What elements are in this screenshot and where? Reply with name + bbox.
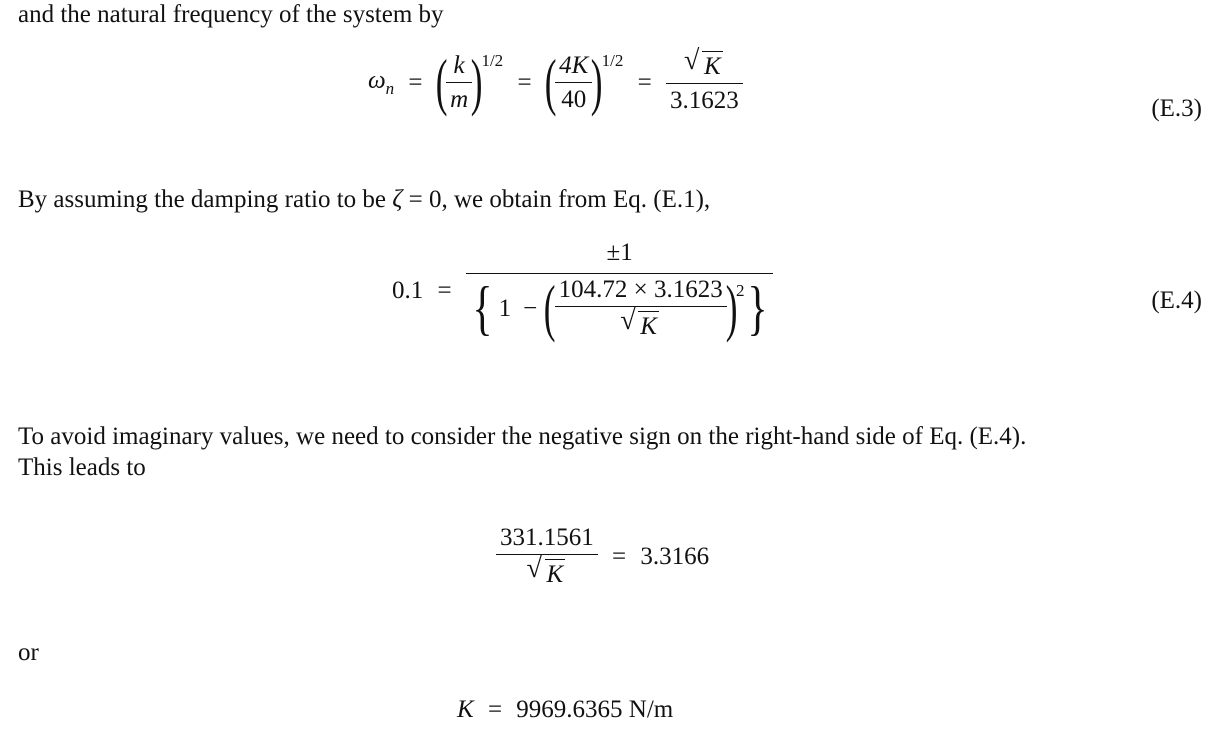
zeta-symbol: ζ bbox=[392, 186, 403, 213]
lhs-value: 0.1 bbox=[392, 276, 424, 304]
sqrtk-over-31623-fraction: √ $\frac{K}{3.1623}$ bbox=[666, 51, 743, 113]
exponent-half: 1/2 bbox=[481, 50, 504, 70]
4k-over-40-fraction: $\frac{4K}{40}$ bbox=[555, 53, 592, 112]
text-line-1 bbox=[18, 2, 444, 27]
equation-e4: 0.1 = ±1 { 1 − ( 104.72 × 3.1623 √ K )$^2$} bbox=[392, 240, 773, 340]
text-line-4: This leads to bbox=[18, 454, 146, 481]
text-line-5: or bbox=[18, 639, 39, 666]
result-rhs: 3.3166 bbox=[640, 542, 710, 570]
equation-e3: $\omega_n$ = ( $\frac{k}{m}$ )$^{1/2}$ = ( $\frac{4K}{40}$ )$^{1/2}$ = √ $\frac{K}{3.1623}$ bbox=[368, 50, 743, 160]
equation-result: 331.1561 √ K = 3.3166 bbox=[496, 525, 709, 587]
final-variable: K bbox=[457, 696, 474, 723]
final-value: 9969.6365 N/m bbox=[516, 696, 674, 723]
intro-text: and the natural frequency of the system by bbox=[18, 1, 444, 28]
k-over-m-fraction: $\frac{k}{m}$ bbox=[446, 53, 472, 112]
main-fraction: ±1 { 1 − ( 104.72 × 3.1623 √ K )$^2$} bbox=[466, 240, 773, 340]
equation-label-e4: (E.4) bbox=[1151, 287, 1202, 314]
inner-fraction: 104.72 × 3.1623 √ K bbox=[555, 277, 727, 339]
text-line-3: To avoid imaginary values, we need to consider the negative sign on the right-hand side of Eq. (E.4). bbox=[18, 423, 1027, 450]
text-line-2: By assuming the damping ratio to be ζ = 0, we obtain from Eq. (E.1), bbox=[18, 186, 711, 213]
exponent-half-2: 1/2 bbox=[601, 50, 624, 70]
omega-symbol: $\omega_n$ bbox=[368, 66, 395, 98]
equation-label-e3: (E.3) bbox=[1151, 95, 1202, 122]
result-fraction: 331.1561 √ K bbox=[496, 525, 598, 587]
equation-final: K = 9969.6365 N/m bbox=[457, 696, 674, 723]
